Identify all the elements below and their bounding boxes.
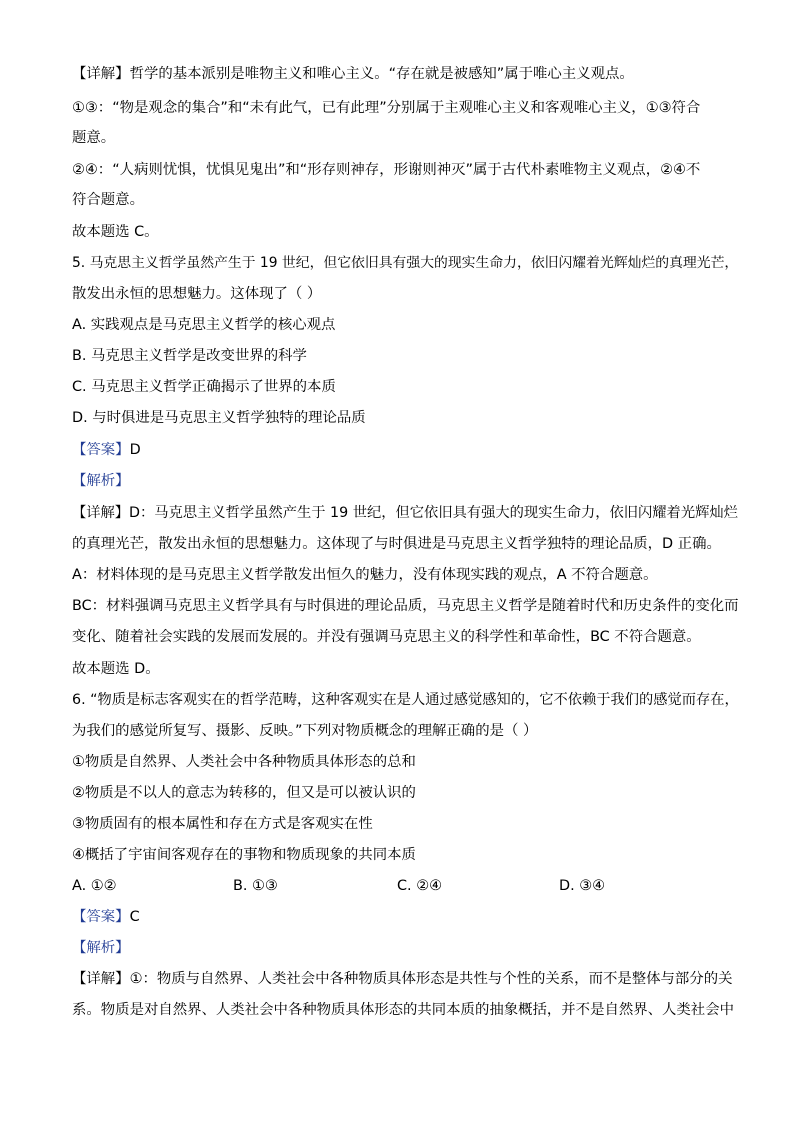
q6-answer-line: [72, 907, 140, 927]
q6-option-b: B. ①③: [233, 878, 278, 894]
q5-detail-line-1: 【详解】D：马克思主义哲学虽然产生于 19 世纪，但它依旧具有强大的现实生命力，依旧闪耀着光辉灿烂: [72, 505, 738, 521]
q6-stem-line-2: 为我们的感觉所复写、摄影、反映。”下列对物质概念的理解正确的是（ ）: [72, 723, 538, 739]
q4-detail-line-5: 符合题意。: [72, 192, 144, 208]
q5-detail-line-2: 的真理光芒，散发出永恒的思想魅力。这体现了与时俱进是马克思主义哲学独特的理论品质，D 正确。: [72, 536, 721, 552]
q6-statement-4: ④概括了宇宙间客观存在的事物和物质现象的共同本质: [72, 847, 416, 863]
q6-answer-value: C: [129, 909, 140, 925]
q5-stem-line-2: 散发出永恒的思想魅力。这体现了（ ）: [72, 286, 322, 302]
q5-option-a: A. 实践观点是马克思主义哲学的核心观点: [72, 317, 336, 333]
q4-conclusion: 故本题选 C。: [72, 224, 159, 240]
q5-detail-line-4: BC：材料强调马克思主义哲学具有与时俱进的理论品质，马克思主义哲学是随着时代和历史条件的变化而: [72, 598, 739, 614]
q6-stem-line-1: 6. “物质是标志客观实在的哲学范畴，这种客观实在是人通过感觉感知的，它不依赖于我们的感觉而存在，: [72, 692, 739, 708]
q4-detail-line-3: 题意。: [72, 130, 116, 146]
q5-answer-tag: 【答案】: [72, 442, 130, 458]
q5-answer-value: D: [129, 442, 141, 458]
q6-option-d: D. ③④: [559, 878, 606, 894]
q6-statement-3: ③物质固有的根本属性和存在方式是客观实在性: [72, 816, 373, 832]
q6-answer-tag: 【答案】: [72, 909, 130, 925]
q5-detail-line-3: A：材料体现的是马克思主义哲学散发出恒久的魅力，没有体现实践的观点，A 不符合题意。: [72, 567, 658, 583]
q4-detail-line-4: ②④：“人病则忧惧，忧惧见鬼出”和“形存则神存，形谢则神灭”属于古代朴素唯物主义观点，②④不: [72, 162, 701, 178]
q6-detail-line-1: 【详解】①：物质与自然界、人类社会中各种物质具体形态是共性与个性的关系，而不是整体与部分的关: [72, 971, 733, 987]
q6-option-a: A. ①②: [72, 878, 117, 894]
q5-option-d: D. 与时俱进是马克思主义哲学独特的理论品质: [72, 410, 366, 426]
q6-statement-1: ①物质是自然界、人类社会中各种物质具体形态的总和: [72, 754, 416, 770]
q5-option-c: C. 马克思主义哲学正确揭示了世界的本质: [72, 379, 336, 395]
q5-answer-line: [72, 440, 141, 460]
q6-analysis-tag: [72, 938, 130, 958]
q5-stem-line-1: 5. 马克思主义哲学虽然产生于 19 世纪，但它依旧具有强大的现实生命力，依旧闪耀着光辉灿烂的真理光芒，: [72, 255, 739, 271]
q5-analysis-tag: [72, 471, 130, 491]
q6-analysis-label: 【解析】: [72, 940, 130, 956]
q5-option-b: B. 马克思主义哲学是改变世界的科学: [72, 348, 307, 364]
q5-conclusion: 故本题选 D。: [72, 661, 160, 677]
q6-statement-2: ②物质是不以人的意志为转移的，但又是可以被认识的: [72, 785, 416, 801]
q6-option-c: C. ②④: [397, 878, 442, 894]
q5-analysis-label: 【解析】: [72, 473, 130, 489]
q5-detail-line-5: 变化、随着社会实践的发展而发展的。并没有强调马克思主义的科学性和革命性，BC 不符合题意。: [72, 629, 701, 645]
q4-detail-line-2: ①③：“物是观念的集合”和“未有此气，已有此理”分别属于主观唯心主义和客观唯心主义，①③符合: [72, 100, 701, 116]
q4-detail-line-1: 【详解】哲学的基本派别是唯物主义和唯心主义。“存在就是被感知”属于唯心主义观点。: [72, 66, 634, 82]
q6-detail-line-2: 系。物质是对自然界、人类社会中各种物质具体形态的共同本质的抽象概括，并不是自然界、人类社会中: [72, 1002, 734, 1018]
